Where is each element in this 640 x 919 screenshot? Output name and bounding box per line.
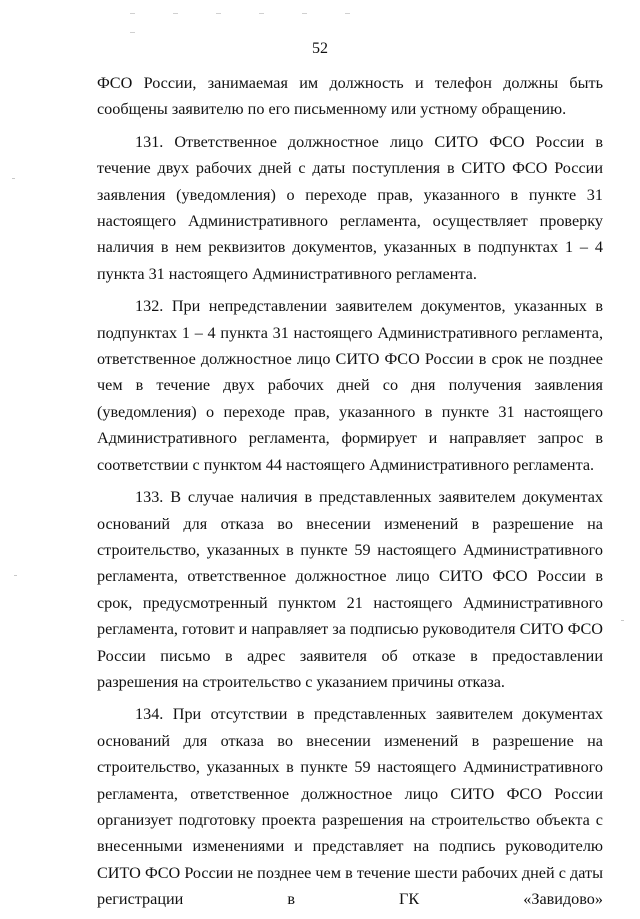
- paragraph-131: 131. Ответственное должностное лицо СИТО ФСО России в течение двух рабочих дней с даты поступления в СИТО ФСО России заявления (уведомления) о переходе прав, указанного в пункте 31 настоящего Административного регламента, осуществляет проверку наличия в нем реквизитов документов, указанных в подпунктах 1 – 4 пункта 31 настоящего Административного регламента.: [97, 132, 603, 283]
- paragraph-134: 134. При отсутствии в представленных заявителем документах оснований для отказа во внесении изменений в разрешение на строительство, указанных в пункте 59 настоящего Административного регламента, ответственное должностное лицо СИТО ФСО России организует подготовку проекта разрешения на строительство объекта с внесенными изменениями и представляет на подпись руководителю СИТО ФСО России не позднее чем в течение шести рабочих дней с даты регистрации в ГК «Завидово»: [97, 705, 603, 909]
- paragraph-continuation: ФСО России, занимаемая им должность и телефон должны быть сообщены заявителю по его письменному или устному обращению.: [97, 74, 603, 119]
- page-number: 52: [312, 40, 328, 57]
- paragraph-132: 132. При непредставлении заявителем документов, указанных в подпунктах 1 – 4 пункта 31 настоящего Административного регламента, ответственное должностное лицо СИТО ФСО России в срок не позднее чем в течение двух рабочих дней со дня получения заявления (уведомления) о переходе прав, указанного в пункте 31 настоящего Административного регламента, формирует и направляет запрос в соответствии с пунктом 44 настоящего Административного регламента.: [97, 297, 603, 474]
- scan-artifact: [14, 575, 17, 576]
- document-body: [97, 70, 603, 919]
- paragraph-133: 133. В случае наличия в представленных заявителем документах оснований для отказа во внесении изменений в разрешение на строительство, указанных в пункте 59 настоящего Административного регламента, ответственное должностное лицо СИТО ФСО России в срок, предусмотренный пунктом 21 настоящего Административного регламента, готовит и направляет за подписью руководителя СИТО ФСО России письмо в адрес заявителя об отказе в предоставлении разрешения на строительство с указанием причины отказа.: [97, 488, 603, 691]
- scan-artifact: [621, 620, 624, 621]
- scan-artifact: [12, 178, 15, 179]
- scan-artifact: [130, 0, 430, 3]
